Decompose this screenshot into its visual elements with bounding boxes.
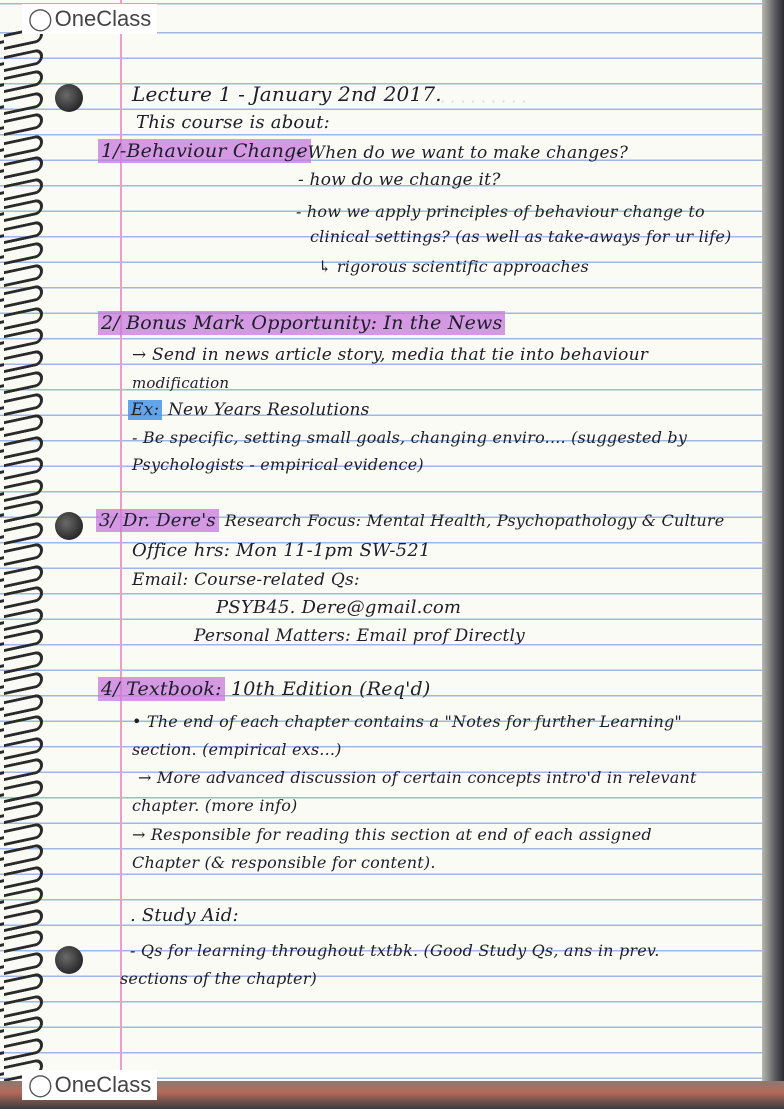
spiral-coil — [4, 757, 43, 781]
section-1-line-2: - how do we change it? — [298, 170, 501, 190]
section-2-line-2: modification — [132, 374, 230, 392]
spiral-coil — [4, 327, 43, 351]
spiral-coil — [4, 886, 43, 910]
spiral-coil — [4, 563, 43, 587]
spiral-coil — [4, 112, 43, 136]
spiral-coil — [4, 90, 43, 114]
spiral-coil — [4, 176, 43, 200]
spiral-coil — [4, 391, 43, 415]
study-aid-heading: . Study Aid: — [130, 905, 239, 926]
spiral-coil — [4, 370, 43, 394]
spiral-coil — [4, 262, 43, 286]
course-email: PSYB45. Dere@gmail.com — [216, 597, 462, 618]
section-2-heading — [98, 312, 505, 334]
spiral-coil — [4, 542, 43, 566]
section-2-example — [128, 400, 370, 420]
spiral-coil — [4, 348, 43, 372]
spiral-coil — [4, 413, 43, 437]
oneclass-brand-text: OneClass — [54, 1072, 152, 1097]
spiral-coil — [4, 671, 43, 695]
spiral-coil — [4, 950, 43, 974]
example-tag: Ex: — [128, 400, 162, 420]
spiral-coil — [4, 1036, 43, 1060]
email-label: Email: Course-related Qs: — [132, 570, 360, 590]
oneclass-brand-text: OneClass — [54, 6, 152, 31]
spiral-coil — [4, 499, 43, 523]
section-1-heading — [98, 140, 311, 162]
section-3-heading — [96, 510, 724, 531]
section-4-heading — [98, 678, 431, 700]
spiral-coil — [4, 800, 43, 824]
punch-hole-bottom — [55, 946, 83, 974]
section-2-line-3: - Be specific, setting small goals, changing enviro.... (suggested by — [132, 428, 688, 447]
section-4-line-3: → More advanced discussion of certain concepts intro'd in relevant — [138, 768, 697, 787]
spiral-coil — [4, 219, 43, 243]
section-4-highlight: 4/ Textbook: — [98, 677, 225, 701]
spiral-coil — [4, 477, 43, 501]
spiral-coil — [4, 155, 43, 179]
spiral-coil — [4, 972, 43, 996]
office-hours: Office hrs: Mon 11-1pm SW-521 — [132, 540, 431, 561]
spiral-coil — [4, 241, 43, 265]
spiral-coil — [4, 284, 43, 308]
course-about: This course is about: — [136, 112, 330, 133]
oneclass-logo-top — [22, 4, 157, 34]
section-2-line-1: → Send in news article story, media that tie into behaviour — [132, 345, 649, 365]
spiral-coil — [4, 843, 43, 867]
section-1-line-1: - When do we want to make changes? — [296, 143, 629, 163]
margin-line — [120, 0, 122, 1100]
section-4-line-6: Chapter (& responsible for content). — [132, 853, 436, 872]
study-aid-line-1: - Qs for learning throughout txtbk. (Good Study Qs, ans in prev. — [130, 941, 660, 960]
spiral-coil — [4, 864, 43, 888]
spiral-coil — [4, 198, 43, 222]
example-text: New Years Resolutions — [167, 400, 370, 420]
section-2-highlight: 2/ Bonus Mark Opportunity: In the News — [98, 311, 505, 335]
oneclass-logo-bottom — [22, 1070, 157, 1100]
spiral-coil — [4, 929, 43, 953]
section-4-line-1: • The end of each chapter contains a "Notes for further Learning" — [132, 712, 682, 731]
punch-hole-middle — [55, 512, 83, 540]
spiral-coil — [4, 47, 43, 71]
spiral-coil — [4, 520, 43, 544]
spiral-coil — [4, 606, 43, 630]
spiral-coil — [4, 993, 43, 1017]
section-4-line-4: chapter. (more info) — [132, 796, 298, 815]
section-2-line-4: Psychologists - empirical evidence) — [132, 455, 424, 474]
section-4-heading-rest: 10th Edition (Req'd) — [230, 678, 431, 700]
page-edge-shadow — [762, 0, 784, 1109]
spiral-coil — [4, 69, 43, 93]
section-1-line-3: - how we apply principles of behaviour change to — [296, 202, 705, 221]
oneclass-icon: ◯ — [28, 1072, 53, 1097]
section-4-line-2: section. (empirical exs...) — [132, 740, 342, 759]
spiral-coil — [4, 821, 43, 845]
spiral-coil — [4, 456, 43, 480]
section-4-line-5: → Responsible for reading this section at end of each assigned — [132, 825, 652, 844]
spiral-coil — [4, 692, 43, 716]
section-3-highlight: 3/ Dr. Dere's — [96, 509, 219, 532]
spiral-coil — [4, 1015, 43, 1039]
section-3-heading-rest: Research Focus: Mental Health, Psychopathology & Culture — [224, 511, 725, 530]
spiral-coil — [4, 907, 43, 931]
spiral-binding — [0, 0, 50, 1100]
spiral-coil — [4, 133, 43, 157]
personal-matters: Personal Matters: Email prof Directly — [194, 626, 525, 646]
spiral-coil — [4, 735, 43, 759]
section-1-highlight: 1/-Behaviour Change — [98, 139, 311, 163]
section-1-line-5: ↳ rigorous scientific approaches — [318, 257, 589, 276]
oneclass-icon: ◯ — [28, 6, 53, 31]
spiral-coil — [4, 585, 43, 609]
section-1-line-4: clinical settings? (as well as take-aways for ur life) — [310, 227, 732, 246]
lecture-title: Lecture 1 - January 2nd 2017. — [132, 82, 442, 106]
bleed-through-text: · · · · · · · · · — [440, 92, 527, 111]
spiral-coil — [4, 628, 43, 652]
spiral-coil — [4, 649, 43, 673]
spiral-coil — [4, 714, 43, 738]
study-aid-line-2: sections of the chapter) — [120, 969, 317, 988]
punch-hole-top — [55, 84, 83, 112]
spiral-coil — [4, 305, 43, 329]
spiral-coil — [4, 434, 43, 458]
spiral-coil — [4, 778, 43, 802]
